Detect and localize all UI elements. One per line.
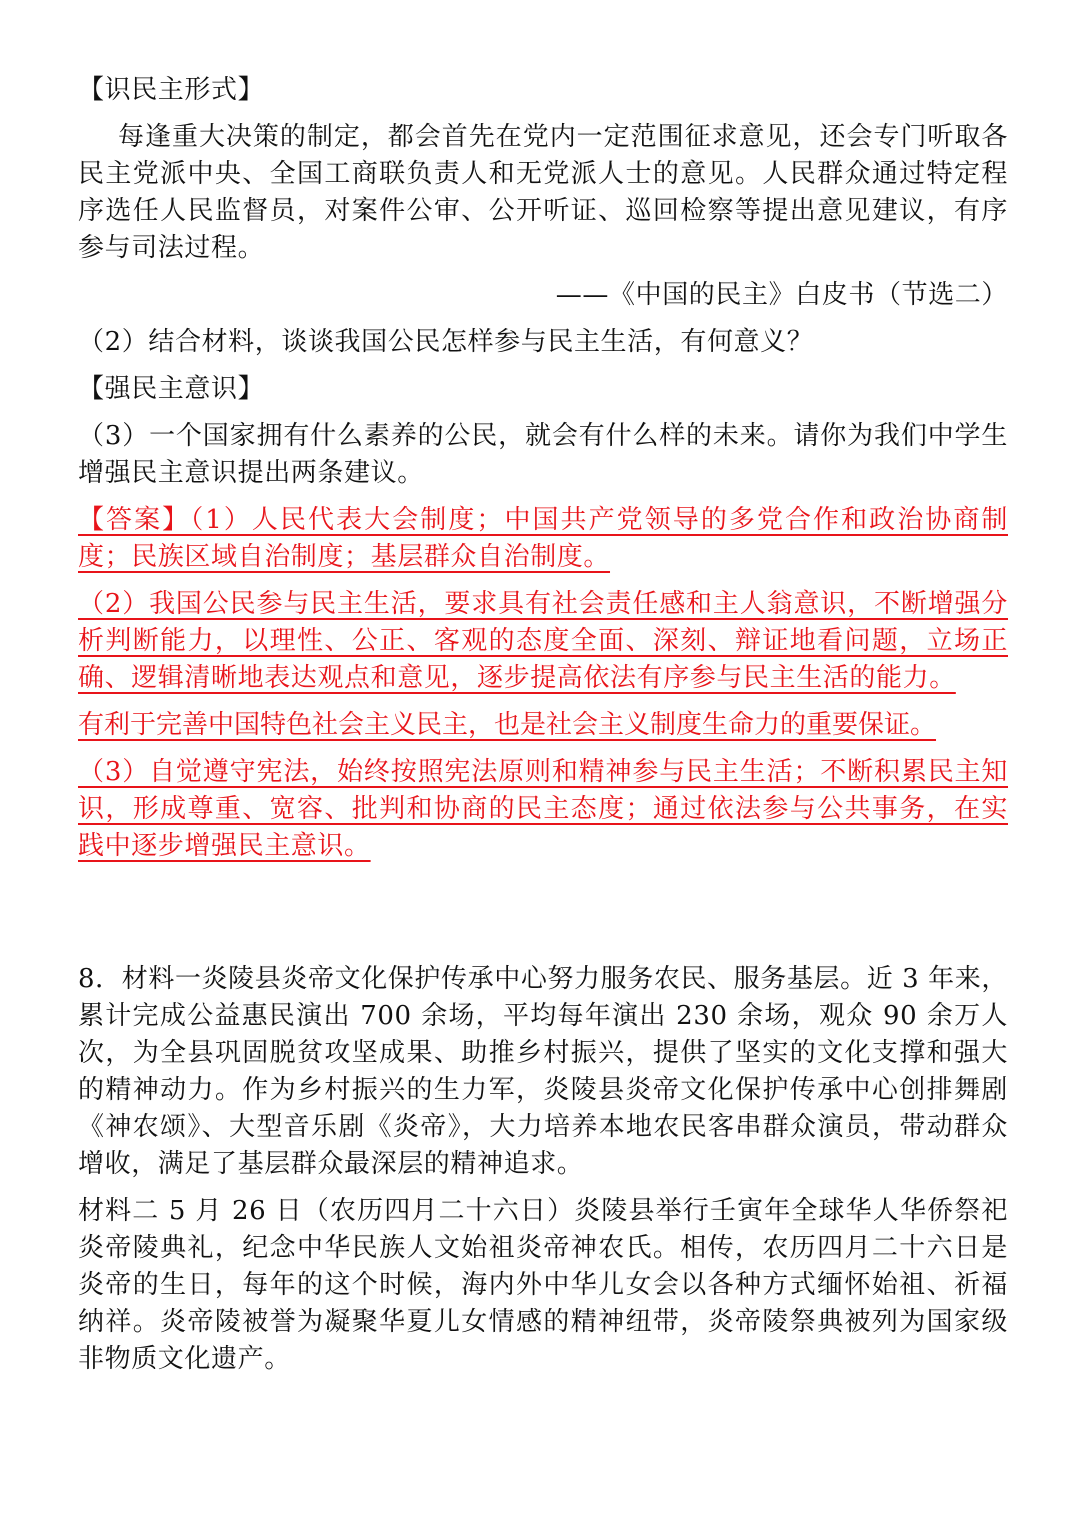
- material-paragraph: 每逢重大决策的制定，都会首先在党内一定范围征求意见，还会专门听取各民主党派中央、全国工商联负责人和无党派人士的意见。人民群众通过特定程序选任人民监督员，对案件公审、公开听证、巡回检察等提出意见建议，有序参与司法过程。: [78, 122, 1008, 263]
- question-8-material-1: 8．材料一炎陵县炎帝文化保护传承中心努力服务农民、服务基层。近 3 年来，累计完成公益惠民演出 700 余场，平均每年演出 230 余场，观众 90 余万人次，为全县巩固脱贫攻坚成果、助推乡村振兴，提供了坚实的文化支撑和强大的精神动力。作为乡村振兴的生力军，炎陵县炎帝文化保护传承中心创排舞剧《神农颂》、大型音乐剧《炎帝》，大力培养本地农民客串群众演员，带动群众增收，满足了基层群众最深层的精神追求。: [78, 964, 1008, 1179]
- material-source: ——《中国的民主》白皮书（节选二）: [555, 280, 1008, 310]
- section-heading-democratic-awareness: 【强民主意识】: [78, 374, 265, 404]
- question-8-material-2: 材料二 5 月 26 日（农历四月二十六日）炎陵县举行壬寅年全球华人华侨祭祀炎帝陵典礼，纪念中华民族人文始祖炎帝神农氏。相传，农历四月二十六日是炎帝的生日，每年的这个时候，海内外中华儿女会以各种方式缅怀始祖、祈福纳祥。炎帝陵被誉为凝聚华夏儿女情感的精神纽带，炎帝陵祭典被列为国家级非物质文化遗产。: [78, 1196, 1008, 1374]
- document-page: [78, 72, 1008, 1388]
- section-heading-democratic-forms: 【识民主形式】: [78, 75, 265, 105]
- answer-1: 【答案】（1）人民代表大会制度；中国共产党领导的多党合作和政治协商制度；民族区域自治制度；基层群众自治制度。: [78, 505, 1008, 572]
- spacer: [78, 875, 1008, 961]
- question-3: （3）一个国家拥有什么素养的公民，就会有什么样的未来。请你为我们中学生增强民主意识提出两条建议。: [78, 421, 1008, 488]
- answer-2: （2）我国公民参与民主生活，要求具有社会责任感和主人翁意识，不断增强分析判断能力，以理性、公正、客观的态度全面、深刻、辩证地看问题，立场正确、逻辑清晰地表达观点和意见，逐步提高依法有序参与民主生活的能力。: [78, 589, 1008, 693]
- answer-3: （3）自觉遵守宪法，始终按照宪法原则和精神参与民主生活；不断积累民主知识，形成尊重、宽容、批判和协商的民主态度；通过依法参与公共事务，在实践中逐步增强民主意识。: [78, 757, 1008, 861]
- answer-2-significance: 有利于完善中国特色社会主义民主，也是社会主义制度生命力的重要保证。: [78, 710, 937, 740]
- question-2: （2）结合材料，谈谈我国公民怎样参与民主生活，有何意义？: [78, 327, 814, 357]
